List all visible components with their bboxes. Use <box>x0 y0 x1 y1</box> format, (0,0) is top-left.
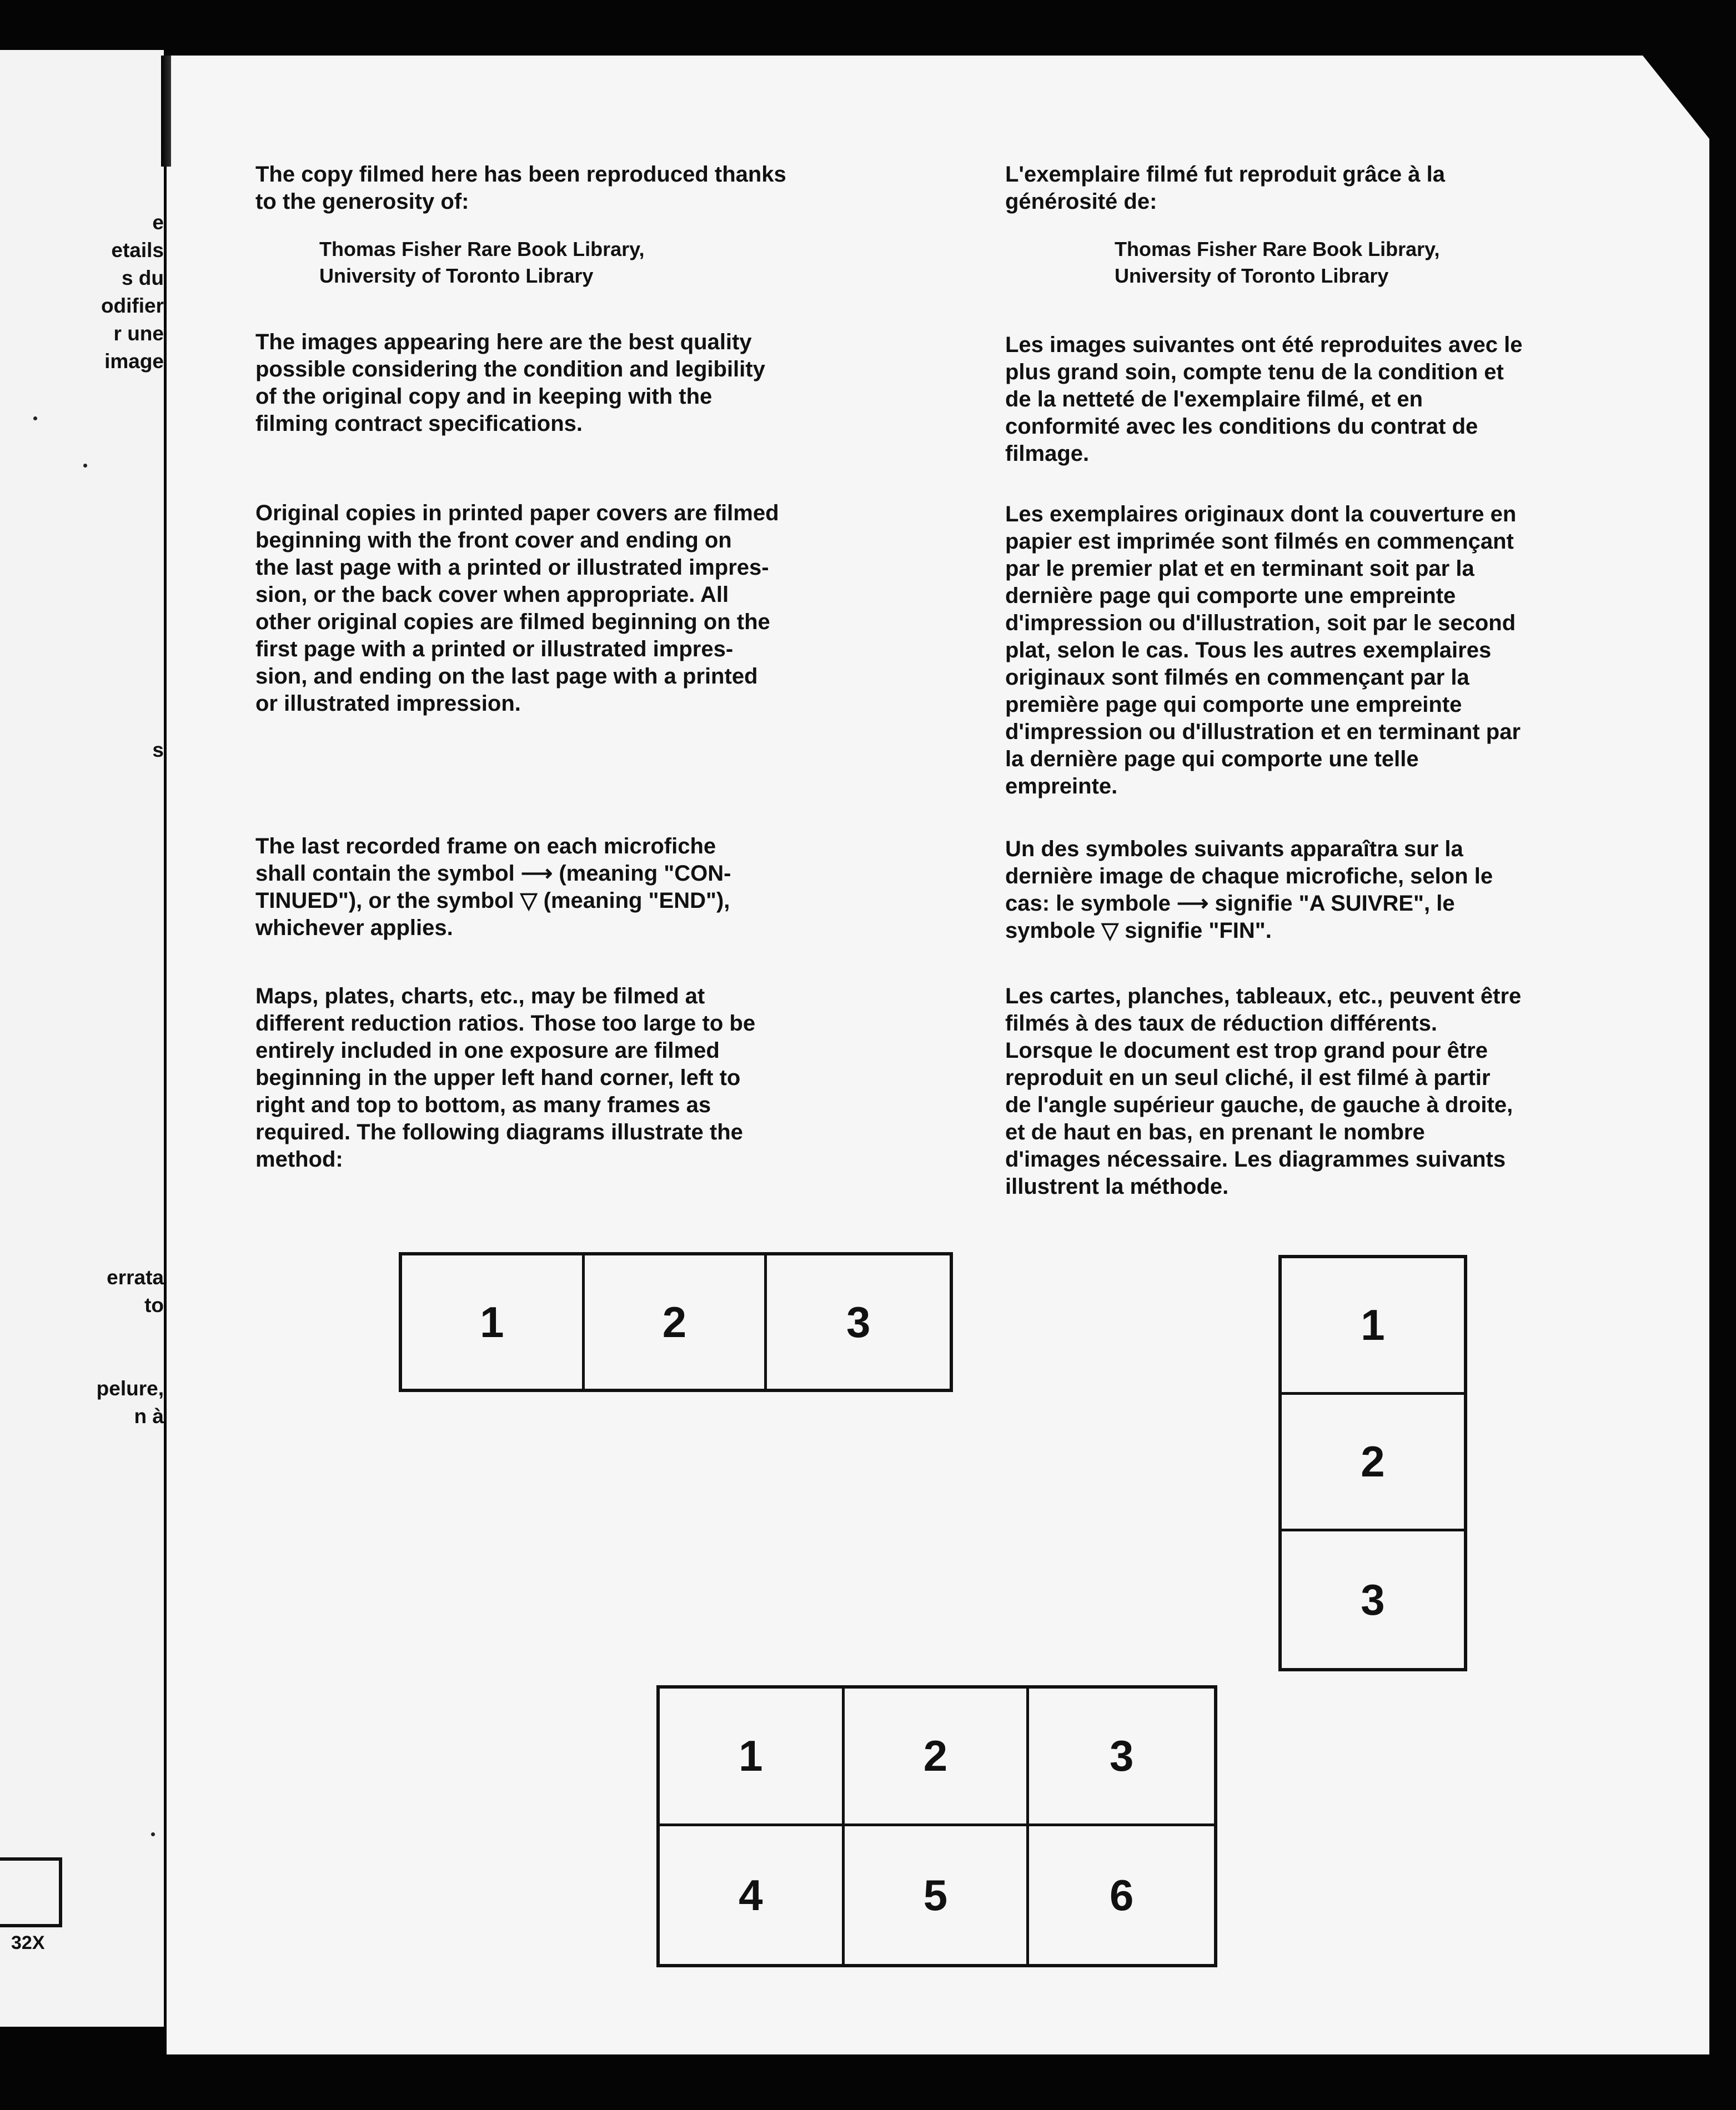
maps-paragraph: Les cartes, planches, tableaux, etc., peuvent être filmés à des taux de réduction différents. Lorsque le document est trop grand pour être reproduit en un seul cliché, il est filmé à partir de l'angle supérieur gauche, de gauche à droite, et de haut en bas, en prenant le nombre d'images nécessaire. Les diagrammes suivants illustrent la méthode. <box>1005 984 1522 1199</box>
maps-paragraph: Maps, plates, charts, etc., may be filmed at different reduction ratios. Those too large to be entirely included in one exposure are filmed beginning in the upper left hand corner, left to right and top to bottom, as many frames as required. The following diagrams illustrate the method: <box>255 984 756 1172</box>
speck <box>151 1832 155 1836</box>
speck <box>83 464 87 468</box>
intro-paragraph: L'exemplaire filmé fut reproduit grâce à la générosité de: <box>1005 162 1445 214</box>
frame-cell: 5 <box>845 1826 1030 1964</box>
fragment-line: n à <box>134 1405 164 1428</box>
frame-cell: 3 <box>1361 1575 1385 1624</box>
adjacent-page-fragment <box>0 50 164 2027</box>
frame-cell: 3 <box>846 1297 871 1347</box>
frame-cell: 2 <box>585 1255 767 1389</box>
frame-cell: 4 <box>660 1826 845 1964</box>
fragment-line: errata <box>107 1266 164 1289</box>
frame-cell: 3 <box>1029 1689 1214 1826</box>
frame-cell: 1 <box>402 1255 585 1389</box>
fragment-line: odifier <box>101 294 164 317</box>
symbols-paragraph: The last recorded frame on each microfiche shall contain the symbol ⟶ (meaning "CON- TINUED"), or the symbol ▽ (meaning "END"), whichever applies. <box>255 834 731 940</box>
column-diagram <box>1278 1255 1467 1671</box>
fragment-line: r une <box>113 322 164 345</box>
fragment-line: etails <box>111 239 164 262</box>
covers-paragraph: Original copies in printed paper covers are filmed beginning with the front cover and ending on the last page with a printed or illustrated impres- sion, or the back cover when appropriate. All other original copies are filmed beginning on the first page with a printed or illustrated impres- sion, and ending on the last page with a printed or illustrated impression. <box>255 501 779 716</box>
frame-cell: 1 <box>660 1689 845 1826</box>
fragment-line: s <box>152 738 164 761</box>
quality-paragraph: The images appearing here are the best quality possible considering the condition and legibility of the original copy and in keeping with the filming contract specifications. <box>255 330 765 436</box>
fragment-line: image <box>104 350 164 373</box>
fragment-line: e <box>152 211 164 234</box>
torn-corner <box>1643 56 1709 139</box>
resolution-label: 32X <box>11 1932 45 1953</box>
page-fold-shadow <box>161 56 171 167</box>
fragment-line: pelure, <box>96 1377 164 1400</box>
symbols-paragraph: Un des symboles suivants apparaîtra sur la dernière image de chaque microfiche, selon le cas: le symbole ⟶ signifie "A SUIVRE", le symbole ▽ signifie "FIN". <box>1005 837 1493 943</box>
library-credit: Thomas Fisher Rare Book Library, University of Toronto Library <box>319 238 645 287</box>
quality-paragraph: Les images suivantes ont été reproduites avec le plus grand soin, compte tenu de la condition et de la netteté de l'exemplaire filmé, et en conformité avec les conditions du contrat de filmage. <box>1005 333 1523 466</box>
covers-paragraph: Les exemplaires originaux dont la couverture en papier est imprimée sont filmés en commençant par le premier plat et en terminant soit par la dernière page qui comporte une empreinte d'impression ou d'illustration, soit par le second plat, selon le cas. Tous les autres exemplaires originaux sont filmés en commençant par la première page qui comporte une empreinte d'impression ou d'illustration et en terminant par la dernière page qui comporte une telle empreinte. <box>1005 502 1521 798</box>
frame-cell: 2 <box>1282 1395 1464 1531</box>
speck <box>33 416 37 420</box>
row-diagram <box>399 1252 953 1392</box>
fragment-line: to <box>144 1294 164 1317</box>
frame-cell: 2 <box>845 1689 1030 1826</box>
frame-cell: 6 <box>1109 1870 1134 1920</box>
intro-paragraph: The copy filmed here has been reproduced thanks to the generosity of: <box>255 162 786 214</box>
fragment-line: s du <box>121 267 164 289</box>
resolution-box <box>0 1857 62 1927</box>
grid-diagram <box>656 1685 1217 1967</box>
library-credit: Thomas Fisher Rare Book Library, University of Toronto Library <box>1115 238 1440 287</box>
frame-cell: 1 <box>1282 1258 1464 1395</box>
